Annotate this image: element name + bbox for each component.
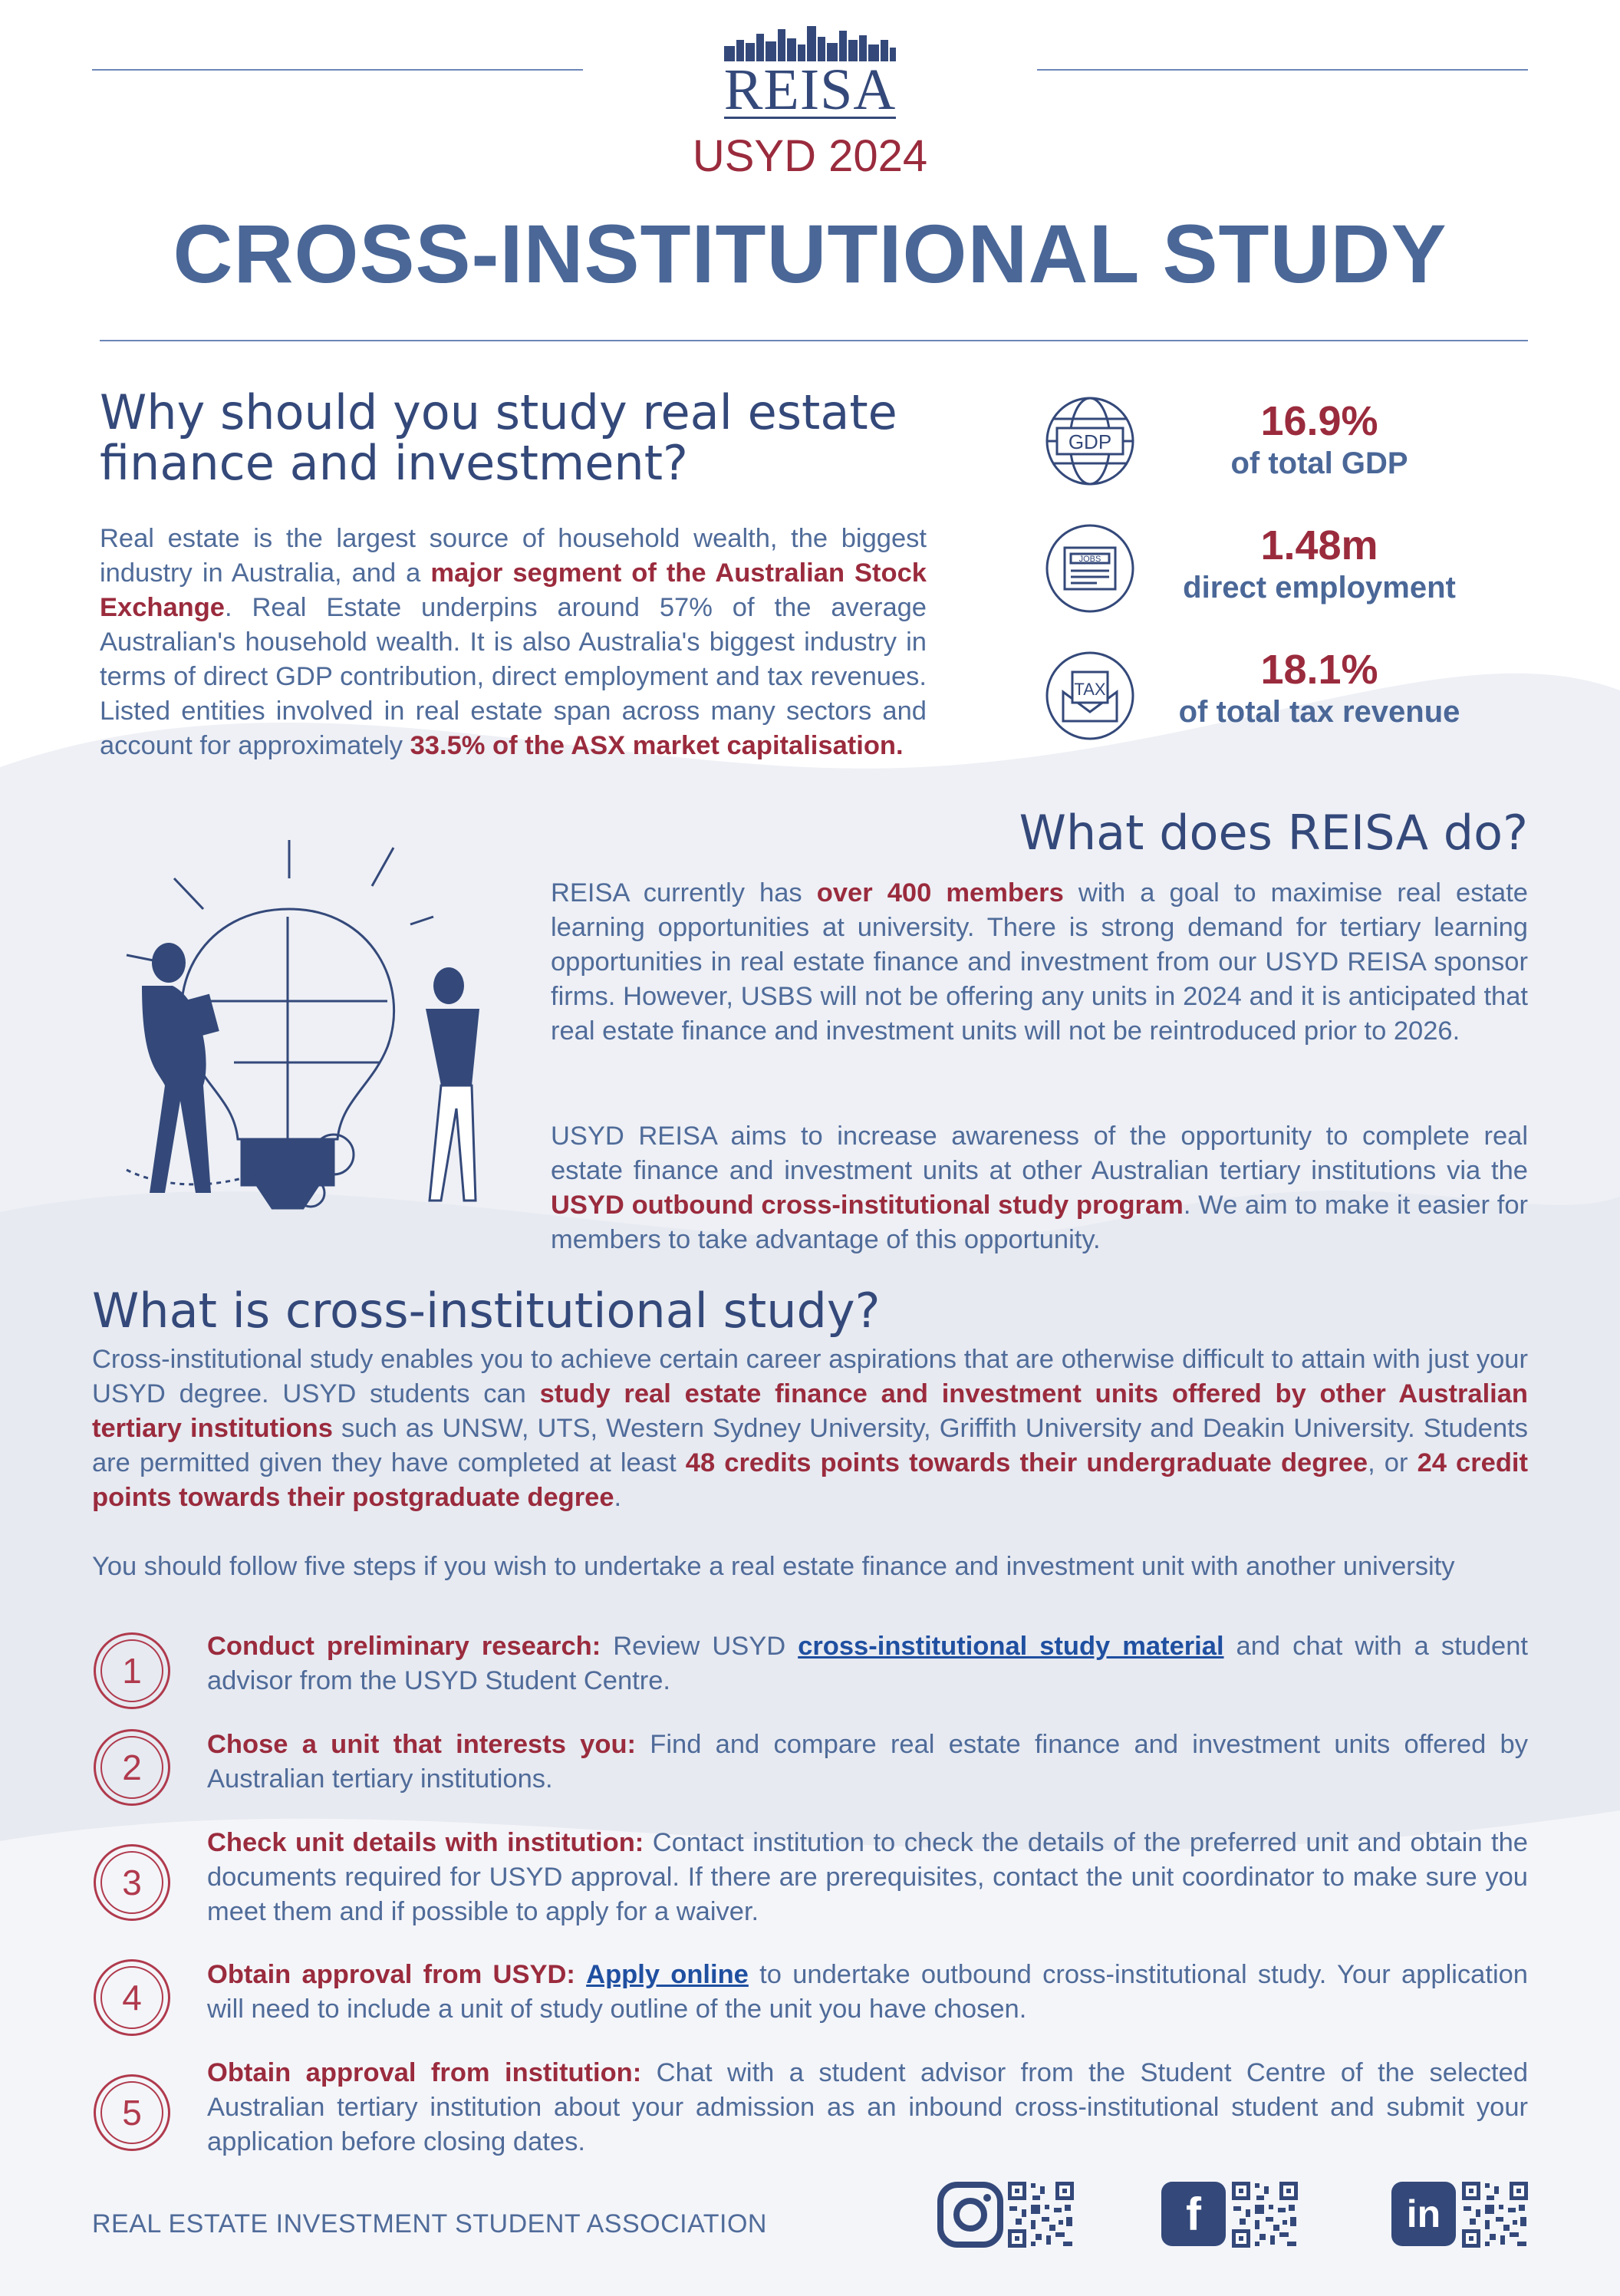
- why-heading: [100, 384, 943, 491]
- step-1: [207, 1629, 1528, 1698]
- step-number-1-label: 1: [100, 1639, 163, 1702]
- step-4-title: Obtain approval from USYD:: [207, 1960, 575, 1989]
- why-paragraph: [100, 522, 927, 763]
- step-5-text-a: Chat with a student advisor from the Student Centre of the selected Australian tertiary institution about your admission as an inbound cross-institutional student and submit your application before closing dates.: [207, 2058, 1529, 2156]
- instagram-icon[interactable]: [937, 2182, 1003, 2248]
- step-number-5: [94, 2074, 170, 2151]
- step-number-1: [94, 1632, 170, 1709]
- why-heading-line2: finance and investment?: [100, 435, 688, 491]
- step-5-title: Obtain approval from institution:: [207, 2058, 642, 2087]
- reisa-p1-c: with a goal to maximise real estate learning opportunities at university. There is strong demand for tertiary learning opportunities in real estate finance and investment from our USYD REISA sponsor firms. However, USBS will not be offering any units in 2024 and it is anticipated that real estate finance and investment units will not be reintroduced prior to 2026.: [551, 878, 1528, 1046]
- step-number-3-label: 3: [100, 1851, 163, 1914]
- header-rule-right: [1037, 69, 1528, 71]
- svg-text:GDP: GDP: [1068, 430, 1112, 453]
- reisa-highlight-members: over 400 members: [816, 878, 1064, 908]
- step-1-text-a: Review USYD: [601, 1632, 798, 1661]
- cis-highlight-ug: 48 credits points towards their undergraduate degree: [685, 1448, 1368, 1477]
- stat-label-tax: of total tax revenue: [1178, 695, 1460, 729]
- cis-heading: What is cross-institutional study?: [92, 1283, 881, 1339]
- steps-intro: You should follow five steps if you wish to undertake a real estate finance and investment unit with another university: [92, 1552, 1455, 1581]
- subtitle: USYD 2024: [692, 131, 928, 181]
- stat-value-gdp: 16.9%: [1260, 398, 1378, 444]
- cis-text-g: .: [614, 1483, 622, 1512]
- stat-label-jobs: direct employment: [1183, 571, 1456, 604]
- linkedin-glyph: in: [1406, 2192, 1441, 2235]
- why-text-c: . Real Estate underpins around 57% of the average Australian's household wealth. It is also Australia's biggest industry in terms of direct GDP contribution, direct employment and tax revenues. Listed entities involved in real estate span across many sectors and account for approximately: [100, 593, 927, 760]
- stat-label-gdp: of total GDP: [1230, 446, 1408, 480]
- step-number-5-label: 5: [100, 2081, 163, 2144]
- reisa-p1-a: REISA currently has: [551, 878, 817, 908]
- step-1-title: Conduct preliminary research:: [207, 1632, 601, 1661]
- why-text-a: Real estate is the largest source of household wealth, the biggest industry in Australia, and a: [100, 524, 927, 588]
- step-5: [207, 2056, 1528, 2159]
- cis-highlight-pg: 24 credit points towards their postgraduate degree: [92, 1448, 1528, 1512]
- step-2-title: Chose a unit that interests you:: [207, 1730, 637, 1759]
- step-3-title: Check unit details with institution:: [207, 1828, 644, 1857]
- facebook-qr-code: [1232, 2182, 1298, 2248]
- skyline-icon: [724, 23, 896, 61]
- why-highlight-cap: 33.5% of the ASX market capitalisation.: [410, 731, 904, 760]
- step-number-2: [94, 1729, 170, 1806]
- stat-value-tax: 18.1%: [1260, 647, 1378, 693]
- reisa-paragraph-2: [551, 1119, 1528, 1257]
- step-3: [207, 1826, 1528, 1929]
- linkedin-qr-code: [1462, 2182, 1528, 2248]
- reisa-p2-c: . We aim to make it easier for members to take advantage of this opportunity.: [551, 1191, 1528, 1254]
- svg-text:TAX: TAX: [1074, 680, 1106, 699]
- reisa-highlight-program: USYD outbound cross-institutional study program: [551, 1191, 1184, 1220]
- logo-text: REISA: [723, 58, 897, 122]
- step-2-text-a: Find and compare real estate finance and investment units offered by Australian tertiary institutions.: [207, 1730, 1528, 1794]
- cis-text-e: , or: [1368, 1448, 1418, 1477]
- header-rule-left: [92, 69, 583, 71]
- cis-highlight-units: study real estate finance and investment units offered by other Australian tertiary institutions: [92, 1379, 1528, 1443]
- step-number-2-label: 2: [100, 1736, 163, 1799]
- step-3-text-a: Contact institution to check the details of the preferred unit and obtain the documents required for USYD approval. If there are prerequisites, contact the unit coordinator to make sure you meet them and if possible to apply for a waiver.: [207, 1828, 1528, 1926]
- puzzle-lightbulb-illustration: [81, 832, 525, 1247]
- facebook-glyph: f: [1186, 2188, 1201, 2240]
- step-4-text-a: [575, 1960, 586, 1989]
- cis-paragraph: [92, 1342, 1528, 1515]
- apply-online-link[interactable]: Apply online: [586, 1960, 749, 1989]
- svg-text:JOBS: JOBS: [1078, 555, 1101, 564]
- step-4: [207, 1958, 1528, 2027]
- footer-org-name: REAL ESTATE INVESTMENT STUDENT ASSOCIATION: [92, 2209, 767, 2238]
- cis-text-c: such as UNSW, UTS, Western Sydney University, Griffith University and Deakin University. Students are permitted given they have completed at least: [92, 1414, 1528, 1477]
- page-title: CROSS-INSTITUTIONAL STUDY: [173, 207, 1447, 300]
- stat-value-jobs: 1.48m: [1260, 522, 1378, 568]
- reisa-paragraph-1: [551, 876, 1528, 1049]
- step-number-4-label: 4: [100, 1966, 163, 2029]
- facebook-icon[interactable]: [1161, 2182, 1226, 2246]
- linkedin-icon[interactable]: [1391, 2182, 1456, 2246]
- instagram-qr-code: [1008, 2182, 1074, 2248]
- step-number-3: [94, 1844, 170, 1921]
- step-number-4: [94, 1959, 170, 2036]
- cis-text-a: Cross-institutional study enables you to achieve certain career aspirations that are otherwise difficult to attain with just your USYD degree. USYD students can: [92, 1345, 1528, 1408]
- reisa-heading: What does REISA do?: [1019, 805, 1528, 861]
- title-rule: [100, 340, 1528, 341]
- why-heading-line1: Why should you study real estate: [100, 384, 897, 440]
- step-2: [207, 1728, 1528, 1797]
- why-highlight-asx: major segment of the Australian Stock Exchange: [100, 558, 927, 622]
- cis-material-link[interactable]: cross-institutional study material: [798, 1632, 1224, 1661]
- reisa-p2-a: USYD REISA aims to increase awareness of the opportunity to complete real estate finance and investment units at other Australian tertiary institutions via the: [551, 1122, 1528, 1185]
- step-1-text-b: and chat with a student advisor from the USYD Student Centre.: [207, 1632, 1528, 1695]
- step-4-text-b: to undertake outbound cross-institutional study. Your application will need to include a unit of study outline of the unit you have chosen.: [207, 1960, 1528, 2024]
